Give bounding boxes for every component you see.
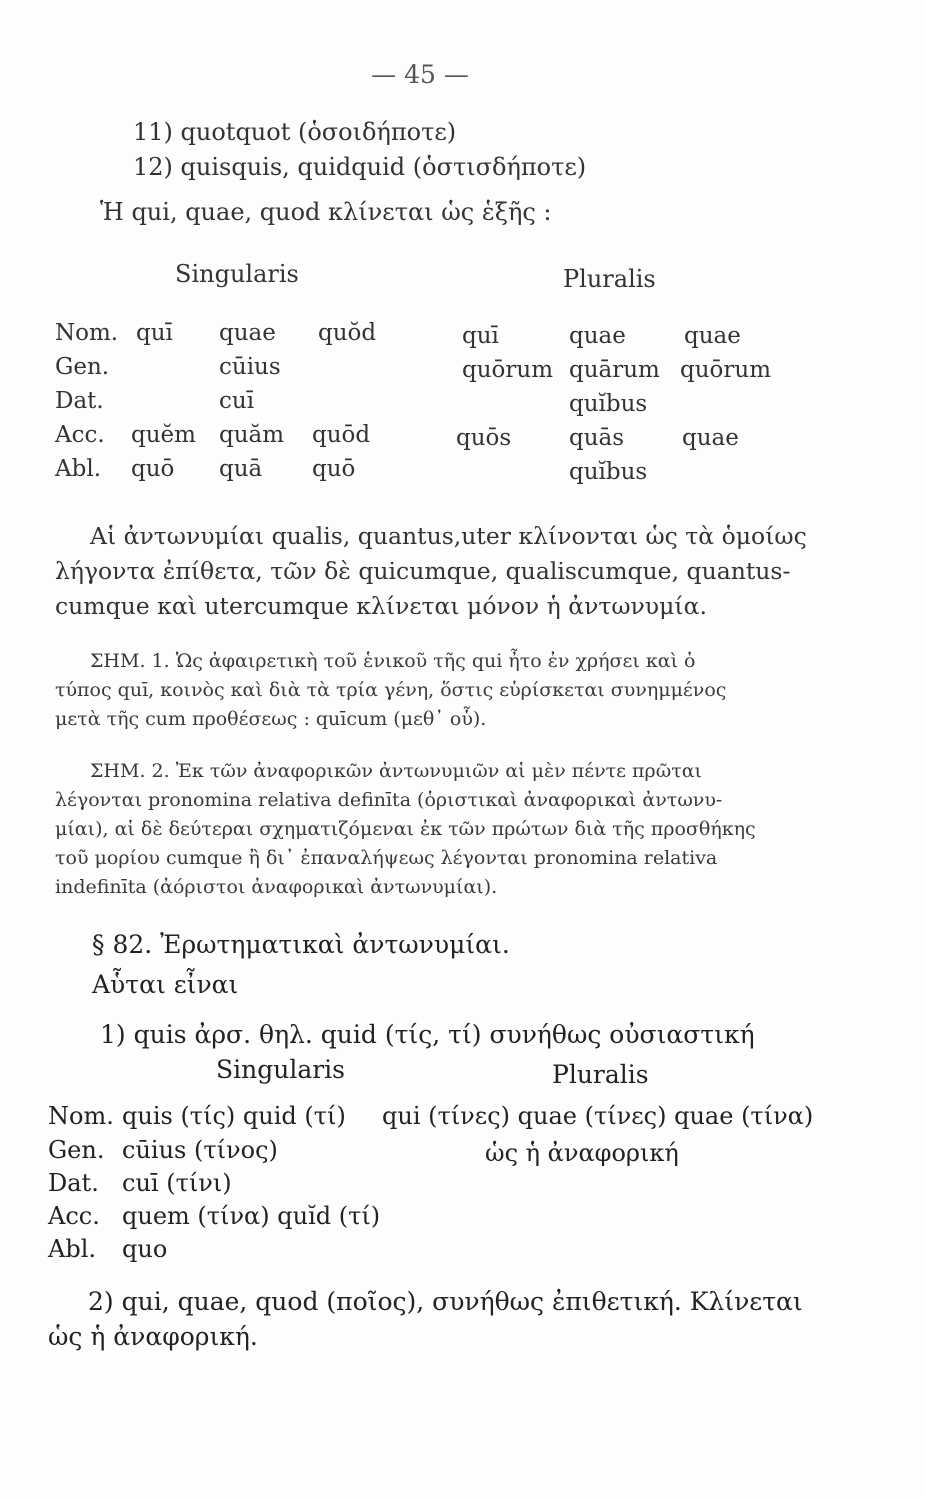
declension-intro: Ἡ qui, quae, quod κλίνεται ὡς ἑξῆς :: [100, 198, 552, 226]
note2-line: ΣΗΜ. 2. Ἐκ τῶν ἀναφορικῶν ἀντωνυμιῶν αἱ μὲν πέντε πρῶται: [90, 760, 702, 782]
table1-cell: quĕm: [131, 422, 196, 448]
table2-cell: ὡς ἡ ἀναφορική: [485, 1139, 679, 1167]
note1-line: ΣΗΜ. 1. Ὡς ἀφαιρετικὴ τοῦ ἑνικοῦ τῆς qui ἦτο ἐν χρήσει καὶ ὁ: [90, 650, 696, 672]
table2-case: Nom.: [48, 1102, 114, 1130]
table1-cell: quae: [569, 323, 626, 349]
table2-cell: quo: [122, 1235, 168, 1263]
table1-case: Abl.: [55, 456, 101, 482]
table1-cell: cuī: [219, 388, 255, 414]
note2-line: μίαι), αἱ δὲ δεύτεραι σχηματιζόμεναι ἐκ τῶν πρώτων διὰ τῆς προσθήκης: [55, 818, 756, 840]
section-intro: Αὗται εἶναι: [92, 970, 239, 999]
table1-cell: quī: [136, 320, 173, 346]
table1-head-singularis: Singularis: [175, 260, 299, 288]
table1-cell: quī: [462, 323, 499, 349]
table2-cell: cūius (τίνος): [122, 1136, 278, 1164]
note2-line: τοῦ μορίου cumque ἢ δι᾽ ἐπαναλήψεως λέγονται pronomina relativa: [55, 847, 718, 869]
table1-case: Gen.: [55, 354, 110, 380]
table1-cell: quae: [682, 425, 739, 451]
table1-cell: quĭbus: [569, 391, 648, 417]
table2-cell: qui (τίνες) quae (τίνες) quae (τίνα): [382, 1102, 814, 1130]
table1-cell: quā: [219, 456, 263, 482]
list-item-12: 12) quisquis, quidquid (ὁστισδήποτε): [133, 153, 587, 181]
table1-cell: quŏd: [318, 320, 377, 346]
page-number: — 45 —: [371, 60, 469, 89]
table1-cell: quae: [684, 323, 741, 349]
list-item-2-line: ὡς ἡ ἀναφορική.: [48, 1322, 258, 1351]
table1-cell: quōrum: [462, 357, 554, 383]
list-item-2-line: 2) qui, quae, quod (ποῖος), συνήθως ἐπιθετική. Κλίνεται: [88, 1287, 803, 1316]
table2-case: Abl.: [48, 1235, 96, 1263]
table2-cell: cuī (τίνι): [122, 1169, 232, 1197]
table1-cell: quās: [569, 425, 625, 451]
note1-line: μετὰ τῆς cum προθέσεως : quīcum (μεθ᾽ οὗ).: [55, 708, 487, 730]
table1-cell: cūius: [219, 354, 281, 380]
table1-cell: quae: [219, 320, 276, 346]
table2-case: Dat.: [48, 1169, 99, 1197]
table2-case: Gen.: [48, 1136, 105, 1164]
table1-case: Nom.: [55, 320, 119, 346]
table1-cell: quōd: [312, 422, 371, 448]
paragraph-line: cumque καὶ utercumque κλίνεται μόνον ἡ ἀντωνυμία.: [55, 592, 707, 620]
table1-case: Acc.: [55, 422, 105, 448]
table2-cell: quis (τίς) quid (τί): [122, 1102, 346, 1130]
table1-cell: quăm: [219, 422, 285, 448]
note1-line: τύπος quī, κοινὸς καὶ διὰ τὰ τρία γένη, ὅστις εὑρίσκεται συνημμένος: [55, 679, 727, 701]
table1-cell: quōs: [456, 425, 512, 451]
paragraph-line: λήγοντα ἐπίθετα, τῶν δὲ quicumque, qualiscumque, quantus-: [55, 557, 791, 585]
table1-cell: quō: [131, 456, 175, 482]
list-item-1: 1) quis ἀρσ. θηλ. quid (τίς, τί) συνήθως οὐσιαστική: [100, 1020, 755, 1049]
section-heading: § 82. Ἐρωτηματικαὶ ἀντωνυμίαι.: [92, 930, 510, 959]
table1-case: Dat.: [55, 388, 104, 414]
table2-head-singularis: Singularis: [216, 1055, 346, 1084]
table2-case: Acc.: [48, 1202, 100, 1230]
paragraph-line: Αἱ ἀντωνυμίαι qualis, quantus,uter κλίνονται ὡς τὰ ὁμοίως: [90, 522, 807, 550]
note2-line: indefinīta (ἀόριστοι ἀναφορικαὶ ἀντωνυμίαι).: [55, 876, 498, 898]
table1-head-pluralis: Pluralis: [563, 265, 656, 293]
table1-cell: quārum: [569, 357, 660, 383]
table1-cell: quĭbus: [569, 459, 648, 485]
table1-cell: quōrum: [680, 357, 772, 383]
table1-cell: quō: [312, 456, 356, 482]
table2-head-pluralis: Pluralis: [552, 1060, 649, 1089]
table2-cell: quem (τίνα) quĭd (τί): [122, 1202, 381, 1230]
note2-line: λέγονται pronomina relativa definīta (ὁριστικαὶ ἀναφορικαὶ ἀντωνυ-: [55, 789, 723, 811]
list-item-11: 11) quotquot (ὁσοιδήποτε): [133, 118, 457, 146]
